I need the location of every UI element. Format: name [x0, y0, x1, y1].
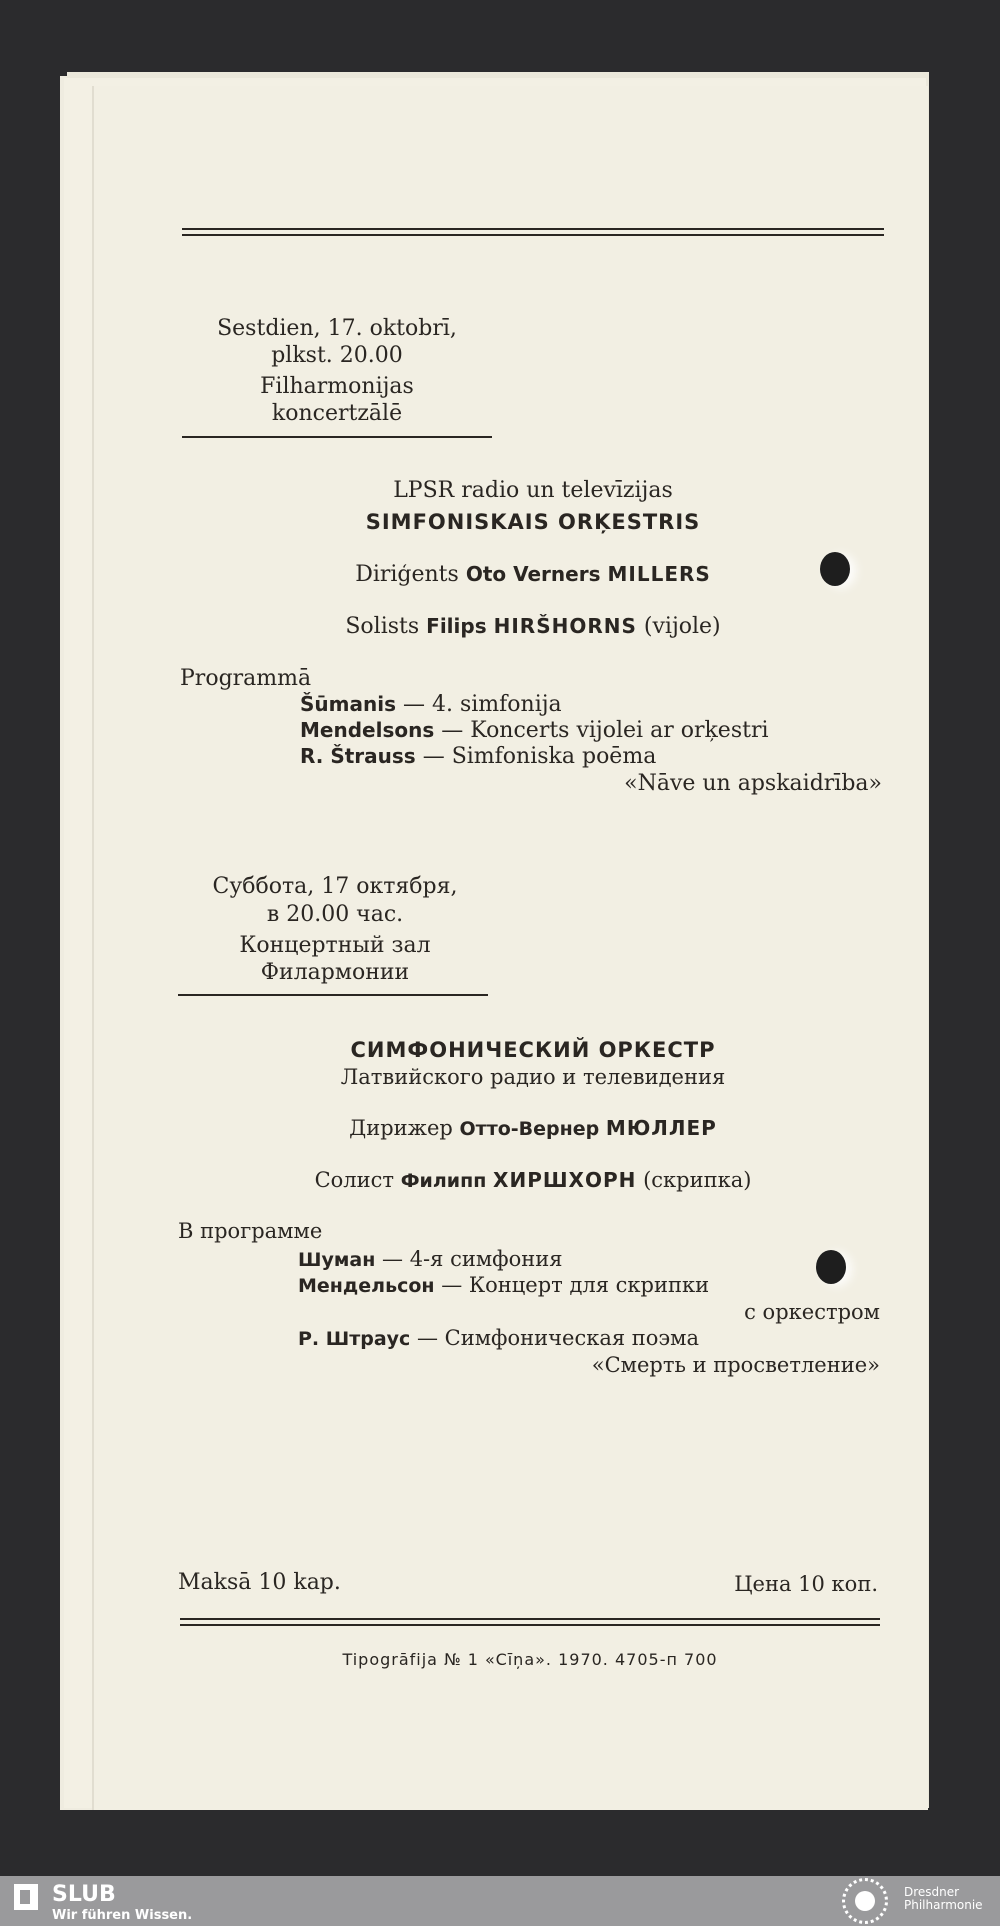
lv-soloist-last: HIRŠHORNS — [493, 614, 637, 638]
lv-program-item — [300, 746, 656, 768]
partner-line1: Dresdner — [904, 1885, 960, 1899]
ru-soloist-label: Солист — [314, 1168, 395, 1192]
partner-name — [904, 1886, 983, 1912]
lv-date-line2: plkst. 20.00 — [271, 343, 403, 368]
ru-venue-line2: Филармонии — [260, 960, 410, 985]
lv-conductor-line — [182, 564, 884, 586]
lv-conductor-first: Oto Verners — [465, 562, 601, 586]
punch-hole — [816, 1250, 846, 1284]
ru-conductor-label: Дирижер — [349, 1116, 453, 1140]
lv-program-item — [300, 694, 562, 716]
slub-claim: Wir führen Wissen. — [52, 1908, 193, 1923]
ru-program-continuation: «Смерть и просветление» — [591, 1353, 880, 1377]
ru-soloist-first: Филипп — [400, 1170, 487, 1192]
ru-program-composer: Р. Штраус — [298, 1328, 411, 1350]
ru-conductor-first: Отто-Вернер — [459, 1118, 600, 1140]
ru-conductor-line — [182, 1118, 884, 1139]
lv-program-work: — Simfoniska poēma — [415, 744, 657, 769]
ru-soloist-line — [182, 1170, 884, 1191]
lv-conductor-label: Diriģents — [355, 562, 459, 587]
price-russian: Цена 10 коп. — [734, 1572, 878, 1596]
lv-soloist-line — [182, 616, 884, 638]
punch-hole — [820, 552, 850, 586]
philharmonie-logo-icon — [842, 1878, 888, 1924]
price-latvian: Maksā 10 kap. — [178, 1570, 341, 1595]
ru-soloist-last: ХИРШХОРН — [493, 1168, 637, 1192]
ru-program-composer: Мендельсон — [298, 1275, 435, 1297]
ru-program-work: — 4-я симфония — [375, 1247, 563, 1271]
ru-conductor-last: МЮЛЛЕР — [605, 1116, 717, 1140]
slub-name: SLUB — [52, 1882, 116, 1907]
lv-conductor-last: MILLERS — [607, 562, 711, 586]
lv-program-work: — Koncerts vijolei ar orķestri — [434, 718, 769, 743]
ru-org-line1: СИМФОНИЧЕСКИЙ ОРКЕСТР — [350, 1038, 716, 1062]
ru-org-line2: Латвийского радио и телевидения — [340, 1065, 726, 1089]
lv-program-item — [300, 720, 769, 742]
lv-program-continuation: «Nāve un apskaidrība» — [624, 771, 882, 796]
ru-program-continuation: с оркестром — [744, 1300, 880, 1324]
lv-venue-rule — [182, 436, 492, 438]
ru-venue-line1: Концертный зал — [239, 933, 431, 958]
lv-date-line1: Sestdien, 17. oktobrī, — [217, 316, 457, 341]
lv-program-label: Programmā — [180, 666, 312, 691]
partner-line2: Philharmonie — [904, 1898, 983, 1912]
ru-program-composer: Шуман — [298, 1249, 376, 1271]
ru-program-work: — Симфоническая поэма — [410, 1326, 700, 1350]
lv-org-line1: LPSR radio un televīzijas — [393, 478, 673, 503]
ru-venue-rule — [178, 994, 488, 996]
lv-program-work: — 4. simfonija — [395, 692, 562, 717]
ru-date-line1: Суббота, 17 октября, — [212, 874, 458, 899]
ru-program-item — [298, 1275, 709, 1296]
top-double-rule — [182, 228, 884, 236]
lv-program-composer: Mendelsons — [300, 718, 435, 742]
imprint-line: Tipogrāfija № 1 «Cīņa». 1970. 4705-п 700 — [342, 1650, 718, 1669]
slub-logo-icon — [14, 1884, 38, 1910]
ru-program-item — [298, 1249, 563, 1270]
ru-date-line2: в 20.00 час. — [266, 902, 404, 927]
lv-program-composer: R. Štrauss — [300, 744, 416, 768]
lv-soloist-first: Filips — [426, 614, 487, 638]
lv-org-line2: SIMFONISKAIS ORĶESTRIS — [365, 510, 701, 534]
ru-program-item — [298, 1328, 699, 1349]
ru-soloist-instrument: (скрипка) — [643, 1168, 752, 1192]
lv-venue-line1: Filharmonijas — [260, 374, 414, 399]
ru-program-label: В программе — [178, 1219, 323, 1243]
ru-program-work: — Концерт для скрипки — [434, 1273, 710, 1297]
lv-soloist-label: Solists — [345, 614, 420, 639]
lv-soloist-instrument: (vijole) — [643, 614, 721, 639]
lv-program-composer: Šūmanis — [300, 692, 396, 716]
bottom-double-rule — [180, 1618, 880, 1626]
lv-venue-line2: koncertzālē — [271, 401, 403, 426]
